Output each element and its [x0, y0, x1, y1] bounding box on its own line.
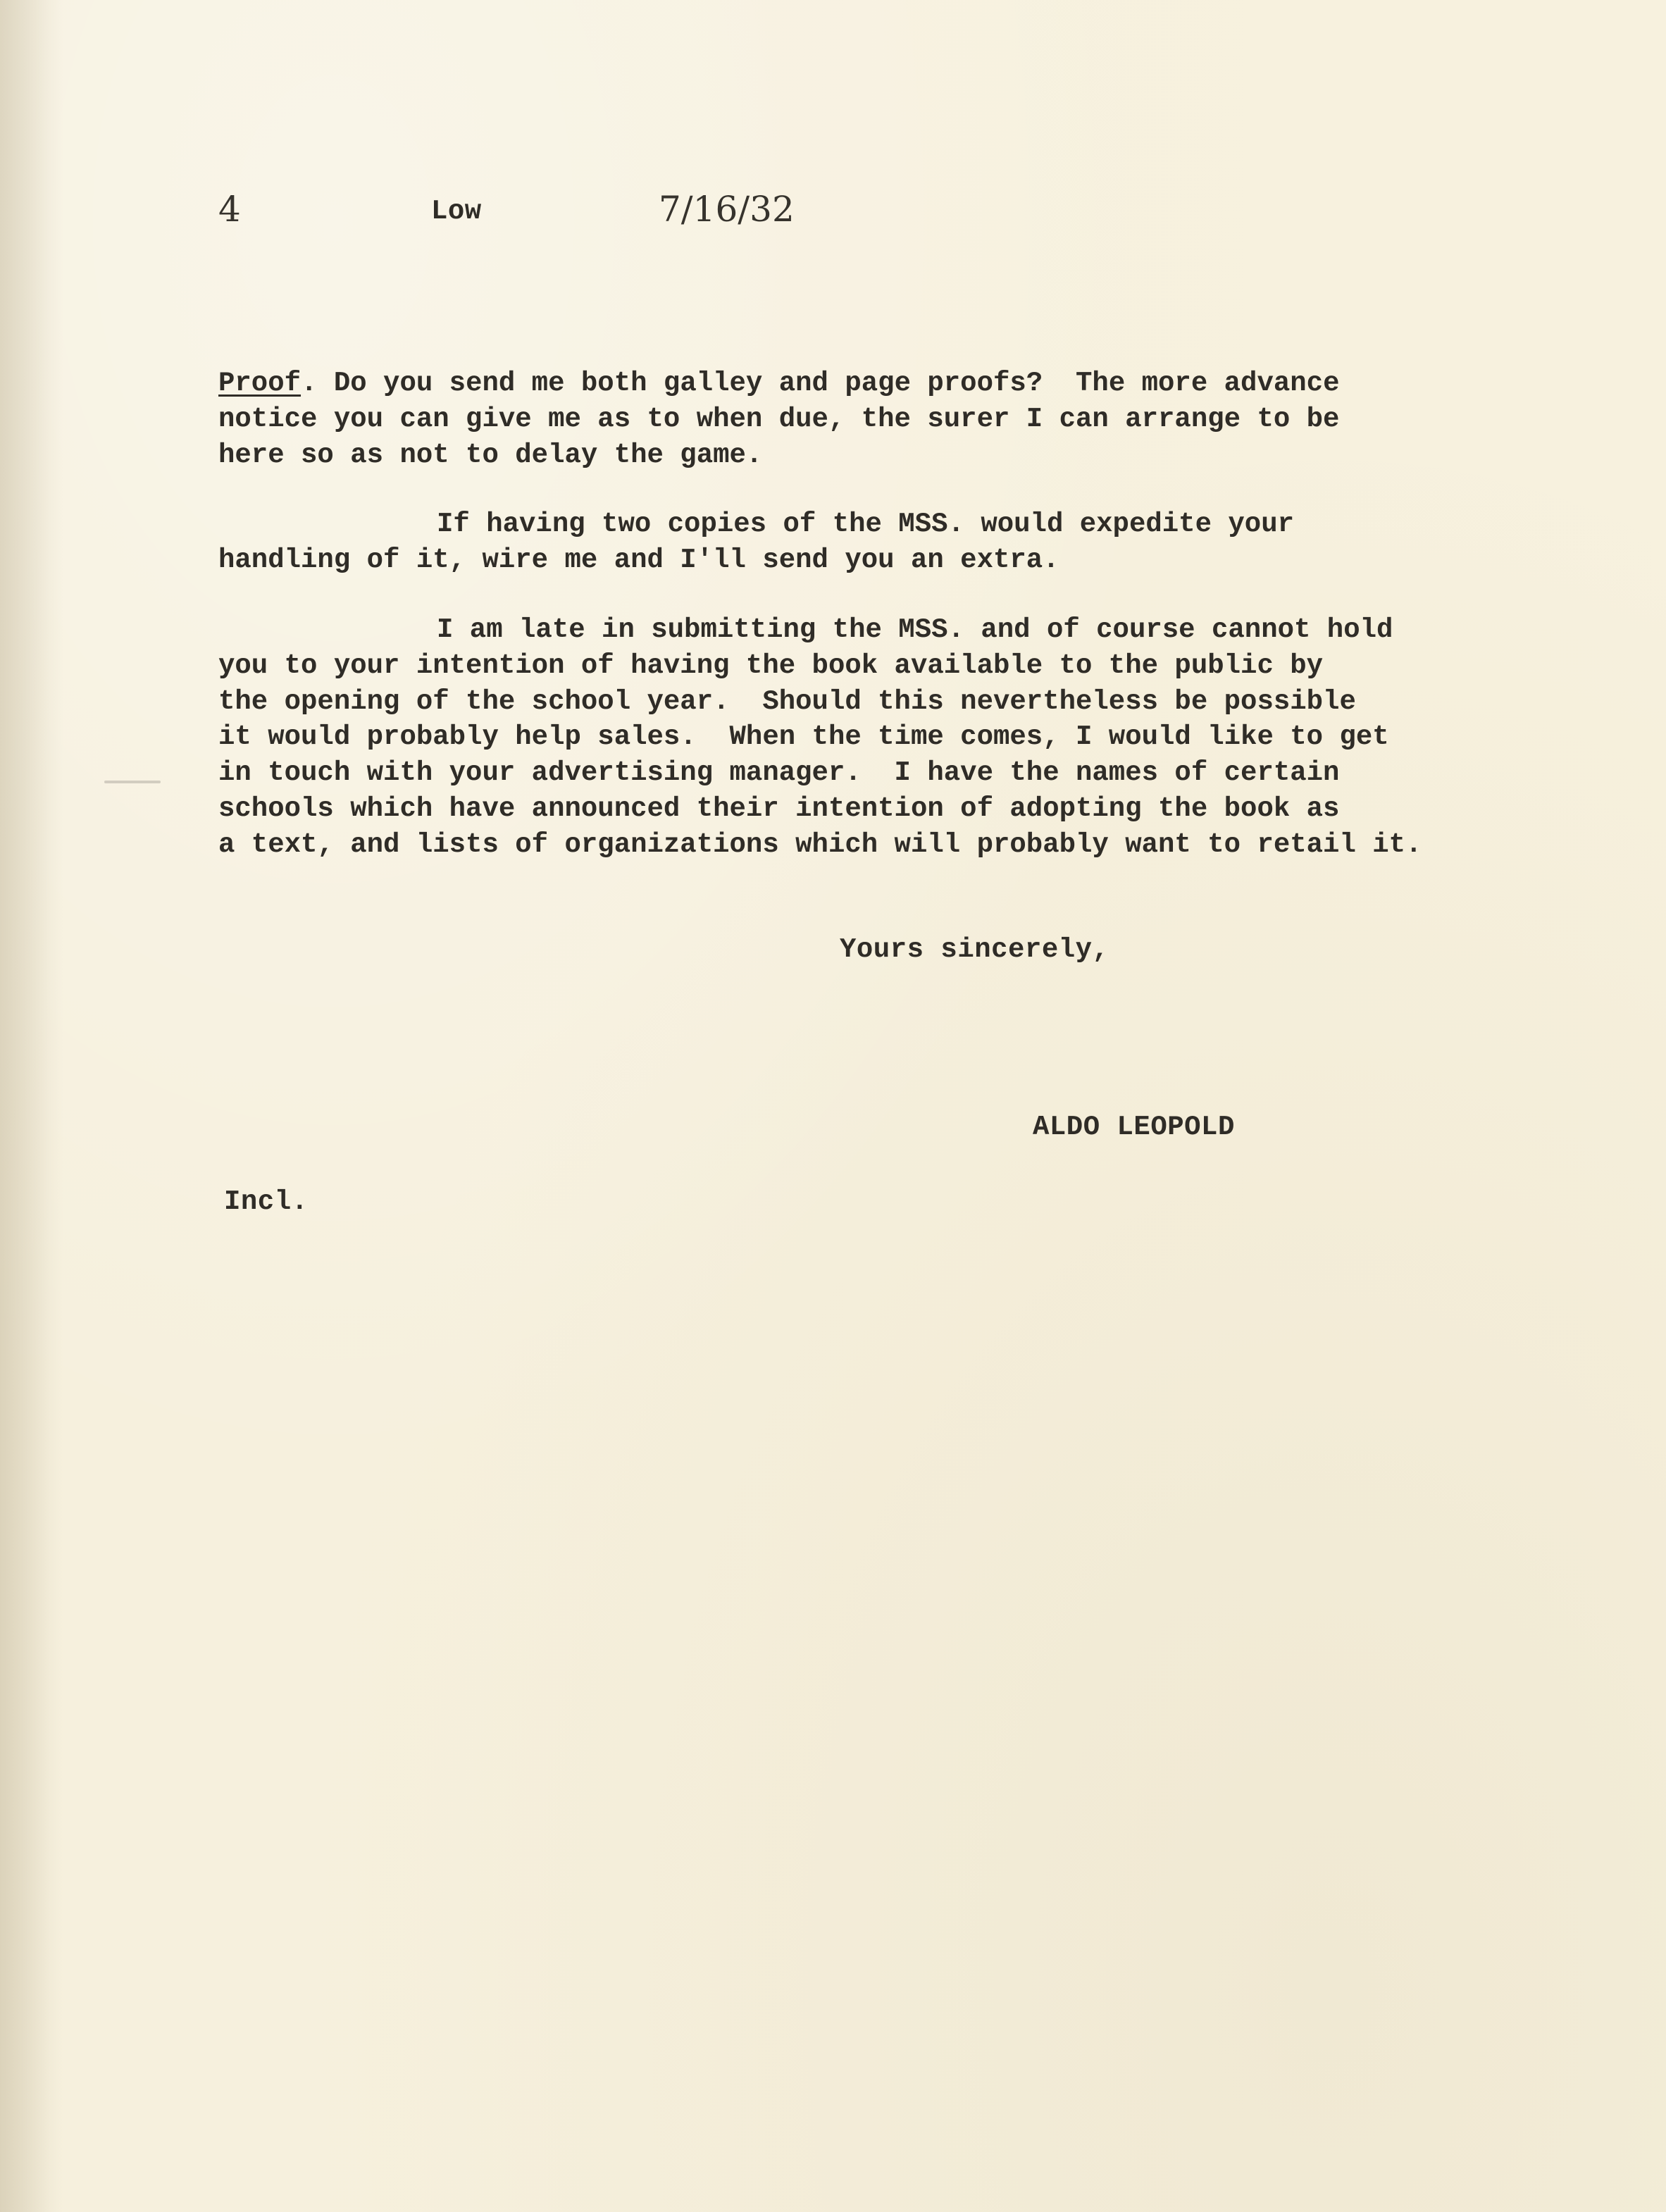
- paragraph-3-line-4: it would probably help sales. When the time comes, I would like to get: [218, 721, 1389, 752]
- letter-date: 7/16/32: [659, 189, 795, 230]
- margin-pencil-mark: [104, 781, 161, 783]
- paragraph-3-line-6: schools which have announced their intention of adopting the book as: [218, 793, 1340, 824]
- signature-name: ALDO LEOPOLD: [1033, 1112, 1235, 1143]
- paragraph-1-line-1: [218, 368, 1339, 399]
- paragraph-2-line-2: handling of it, wire me and I'll send you an extra.: [218, 545, 1059, 576]
- paragraph-3-line-5: in touch with your advertising manager. I have the names of certain: [218, 757, 1340, 788]
- paragraph-3-line-3: the opening of the school year. Should this nevertheless be possible: [218, 686, 1356, 717]
- paragraph-1-line-1-rest: . Do you send me both galley and page proofs? The more advance: [301, 368, 1340, 399]
- paragraph-3-line-7: a text, and lists of organizations which will probably want to retail it.: [218, 829, 1422, 860]
- closing-salutation: Yours sincerely,: [840, 934, 1109, 965]
- proof-heading: Proof: [218, 368, 302, 399]
- enclosure-note: Incl.: [224, 1186, 309, 1217]
- paper-edge-shadow: [0, 0, 63, 2212]
- paragraph-1-line-3: here so as not to delay the game.: [218, 440, 763, 471]
- paragraph-3-line-2: you to your intention of having the book available to the public by: [218, 650, 1324, 681]
- paragraph-3-line-1: I am late in submitting the MSS. and of course cannot hold: [437, 614, 1393, 645]
- recipient-name: Low: [431, 196, 482, 227]
- page-number: 4: [218, 189, 241, 230]
- paragraph-2-line-1: If having two copies of the MSS. would expedite your: [437, 509, 1294, 540]
- paragraph-1-line-2: notice you can give me as to when due, the surer I can arrange to be: [218, 404, 1340, 435]
